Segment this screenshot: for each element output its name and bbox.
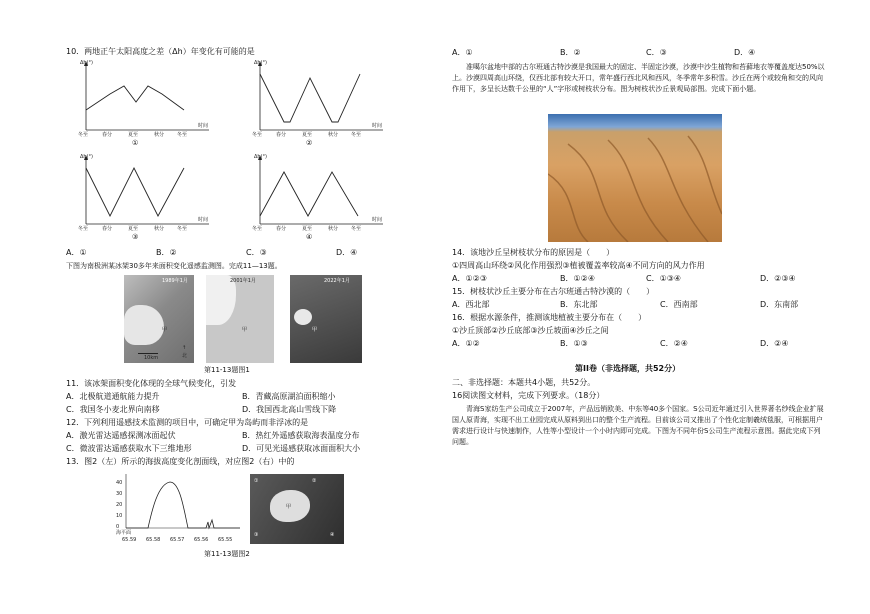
tick: 冬至 bbox=[252, 226, 263, 232]
image-date: 1989年1月 bbox=[162, 278, 188, 284]
q15-option-a[interactable]: A．西北部 bbox=[452, 300, 490, 309]
q14-choices: ①四周高山环绕②风化作用强烈③植被覆盖率较高④不同方向的风力作用 bbox=[452, 261, 705, 270]
q10-graph-2 bbox=[250, 60, 390, 148]
graph-number: ① bbox=[132, 139, 139, 147]
q12-stem: 12．下列利用遥感技术监测的项目中，可确定甲为岛屿而非浮冰的是 bbox=[66, 418, 309, 427]
q13-option-b[interactable]: B．② bbox=[560, 48, 581, 57]
x-axis-label: 时间 bbox=[372, 123, 383, 129]
tick: 秋分 bbox=[328, 226, 339, 232]
q16-choices: ①沙丘顶部②沙丘底部③沙丘坡面④沙丘之间 bbox=[452, 326, 609, 335]
section2-intro: 二、非选择题：本题共4小题，共52分。 bbox=[452, 378, 596, 387]
tick: 冬至 bbox=[177, 226, 188, 232]
label-4: ④ bbox=[330, 532, 335, 538]
fig2-caption: 第11-13题图2 bbox=[204, 550, 250, 558]
tick: 冬至 bbox=[78, 226, 89, 232]
y-axis-label: Δh(°) bbox=[80, 154, 93, 160]
q14-stem: 14．该地沙丘呈树枝状分布的原因是（ ） bbox=[452, 248, 615, 257]
image-date: 2001年1月 bbox=[230, 278, 256, 284]
tick: 冬至 bbox=[252, 132, 263, 138]
tick: 春分 bbox=[102, 226, 113, 232]
satellite-image-2022 bbox=[290, 275, 362, 363]
y-tick: 40 bbox=[116, 480, 123, 486]
graph-curve bbox=[86, 86, 184, 110]
q12-option-c[interactable]: C．微波雷达遥感获取水下三维地形 bbox=[66, 444, 192, 453]
q15-option-d[interactable]: D．东南部 bbox=[760, 300, 799, 309]
graph-number: ④ bbox=[306, 233, 313, 241]
tick: 春分 bbox=[102, 132, 113, 138]
x-tick: 65.59 bbox=[122, 537, 137, 543]
graph-number: ③ bbox=[132, 233, 139, 241]
satellite-image-fig2 bbox=[250, 474, 344, 544]
q12-option-d[interactable]: D．可见光遥感获取冰面面积大小 bbox=[242, 444, 361, 453]
north-label: 北 bbox=[182, 353, 188, 359]
graph-curve bbox=[260, 172, 358, 216]
intro-11-13: 下图为南极洲某冰架30多年来面积变化遥感监测图。完成11—13题。 bbox=[66, 262, 282, 270]
graph-curve bbox=[86, 168, 184, 216]
tick: 夏至 bbox=[128, 132, 139, 138]
q14-option-b[interactable]: B．①②④ bbox=[560, 274, 596, 283]
section2-title: 第II卷（非选择题，共52分） bbox=[575, 364, 681, 373]
x-tick: 65.55 bbox=[218, 537, 233, 543]
desert-passage: 准噶尔盆地中部的古尔班通古特沙漠是我国最大的固定、半固定沙漠，沙漠中沙生植物和苔藓地衣等覆盖度达50%以上。沙漠四周高山环绕，仅西北部有较大开口，常年盛行西北风和西风，冬季常年多积雪。沙丘在两个或较角和交的风向作用下，多呈长达数千公里的“人”字形或树枝状分布。图为树枝状沙丘景观局部图。完成下面小题。 bbox=[452, 63, 825, 93]
y-axis-label: Δh(°) bbox=[80, 60, 93, 66]
x-tick: 65.57 bbox=[170, 537, 185, 543]
label-2: ② bbox=[312, 478, 317, 484]
q14-option-d[interactable]: D．②③④ bbox=[760, 274, 796, 283]
q12-option-b[interactable]: B．热红外遥感获取海表温度分布 bbox=[242, 431, 360, 440]
y-tick: 30 bbox=[116, 491, 123, 497]
tick: 冬至 bbox=[351, 132, 362, 138]
q13-stem: 13．图2（左）所示的海拔高度变化剖面线，对应图2（右）中的 bbox=[66, 457, 295, 466]
tick: 秋分 bbox=[328, 132, 339, 138]
q17-text: 青海S家纺生产公司成立于2007年，产品远销欧美、中东等40多个国家。S公司近年通过引入世界著名纱线企业扩展国人原青海，实现不出工业园完成从原料到出口的整个生产流程。目前该公司又推出了个性化定制羲绒毯服，可根据用户需求进行设计与快速制作，人性等小型设计一个小时内即可完成。下图为不同年份S公司生产流程示意图。据此完成下列问题。 bbox=[452, 405, 824, 446]
tick: 冬至 bbox=[177, 132, 188, 138]
q15-option-b[interactable]: B．东北部 bbox=[560, 300, 598, 309]
north-arrow-icon: ↑ bbox=[182, 345, 187, 351]
elevation-profile bbox=[112, 470, 242, 546]
q15-option-c[interactable]: C．西南部 bbox=[660, 300, 698, 309]
q16-stem: 16．根据水源条件，推测该地植被主要分布在（ ） bbox=[452, 313, 647, 322]
q10-stem: 10．两地正午太阳高度之差（Δh）年变化有可能的是 bbox=[66, 47, 255, 56]
profile-curve bbox=[126, 482, 240, 528]
scale-bar bbox=[138, 353, 158, 354]
q10-graph-4 bbox=[250, 154, 390, 242]
sea-level-label: 海平面 bbox=[116, 530, 132, 536]
tick: 秋分 bbox=[154, 132, 165, 138]
graph-curve bbox=[260, 74, 360, 122]
label-jia: 甲 bbox=[312, 327, 318, 333]
dendritic-dune-photo bbox=[548, 114, 722, 242]
y-tick: 20 bbox=[116, 502, 123, 508]
q10-graph-1 bbox=[76, 60, 216, 148]
tick: 冬至 bbox=[78, 132, 89, 138]
q16-option-d[interactable]: D．②④ bbox=[760, 339, 789, 348]
q16-option-c[interactable]: C．②④ bbox=[660, 339, 688, 348]
satellite-image-2001 bbox=[206, 275, 274, 363]
scale-label: 10km bbox=[144, 355, 159, 361]
y-tick: 10 bbox=[116, 513, 123, 519]
tick: 春分 bbox=[276, 132, 287, 138]
x-tick: 65.58 bbox=[146, 537, 161, 543]
y-axis-label: Δh(°) bbox=[254, 60, 267, 66]
q10-graph-3 bbox=[76, 154, 216, 242]
q17-stem: 16阅读图文材料，完成下列要求。（18分） bbox=[452, 391, 605, 400]
label-1: ① bbox=[254, 478, 259, 484]
q11-option-d[interactable]: D．我国西北高山雪线下降 bbox=[242, 405, 337, 414]
label-jia: 甲 bbox=[286, 504, 292, 510]
image-date: 2022年1月 bbox=[324, 278, 350, 284]
y-axis bbox=[84, 61, 88, 130]
x-axis-label: 时间 bbox=[372, 217, 383, 223]
q13-option-c[interactable]: C．③ bbox=[646, 48, 667, 57]
y-tick: 0 bbox=[116, 524, 120, 530]
y-axis-label: Δh(°) bbox=[254, 154, 267, 160]
q14-option-c[interactable]: C．①③④ bbox=[646, 274, 682, 283]
q10-option-d[interactable]: D．④ bbox=[336, 248, 358, 257]
x-axis-label: 时间 bbox=[198, 217, 209, 223]
label-jia: 甲 bbox=[242, 327, 248, 333]
tick: 秋分 bbox=[154, 226, 165, 232]
graph-number: ② bbox=[306, 139, 313, 147]
tick: 春分 bbox=[276, 226, 287, 232]
satellite-image-1989 bbox=[124, 275, 194, 363]
q16-option-b[interactable]: B．①③ bbox=[560, 339, 588, 348]
q10-option-b[interactable]: B．② bbox=[156, 248, 177, 257]
q11-option-b[interactable]: B．青藏高原湖泊面积缩小 bbox=[242, 392, 336, 401]
q11-stem: 11．该冰架面积变化体现的全球气候变化，引发 bbox=[66, 379, 237, 388]
q14-option-a[interactable]: A．①②③ bbox=[452, 274, 487, 283]
q11-option-c[interactable]: C．我国冬小麦北界向南移 bbox=[66, 405, 160, 414]
q10-option-c[interactable]: C．③ bbox=[246, 248, 267, 257]
tick: 夏至 bbox=[302, 132, 313, 138]
q15-stem: 15．树枝状沙丘主要分布在古尔班通古特沙漠的（ ） bbox=[452, 287, 655, 296]
tick: 夏至 bbox=[302, 226, 313, 232]
label-3: ③ bbox=[254, 532, 259, 538]
tick: 冬至 bbox=[351, 226, 362, 232]
q11-option-a[interactable]: A．北极航道通航能力提升 bbox=[66, 392, 160, 401]
tick: 夏至 bbox=[128, 226, 139, 232]
q12-option-a[interactable]: A．激光雷达遥感探测冰面起伏 bbox=[66, 431, 176, 440]
label-jia: 甲 bbox=[162, 327, 168, 333]
q16-option-a[interactable]: A．①② bbox=[452, 339, 480, 348]
ice-shelf-shape bbox=[124, 305, 164, 345]
q13-option-a[interactable]: A．① bbox=[452, 48, 473, 57]
x-tick: 65.56 bbox=[194, 537, 209, 543]
q13-option-d[interactable]: D．④ bbox=[734, 48, 756, 57]
fig1-caption: 第11-13题图1 bbox=[204, 366, 250, 374]
q10-option-a[interactable]: A．① bbox=[66, 248, 87, 257]
x-axis-label: 时间 bbox=[198, 123, 209, 129]
